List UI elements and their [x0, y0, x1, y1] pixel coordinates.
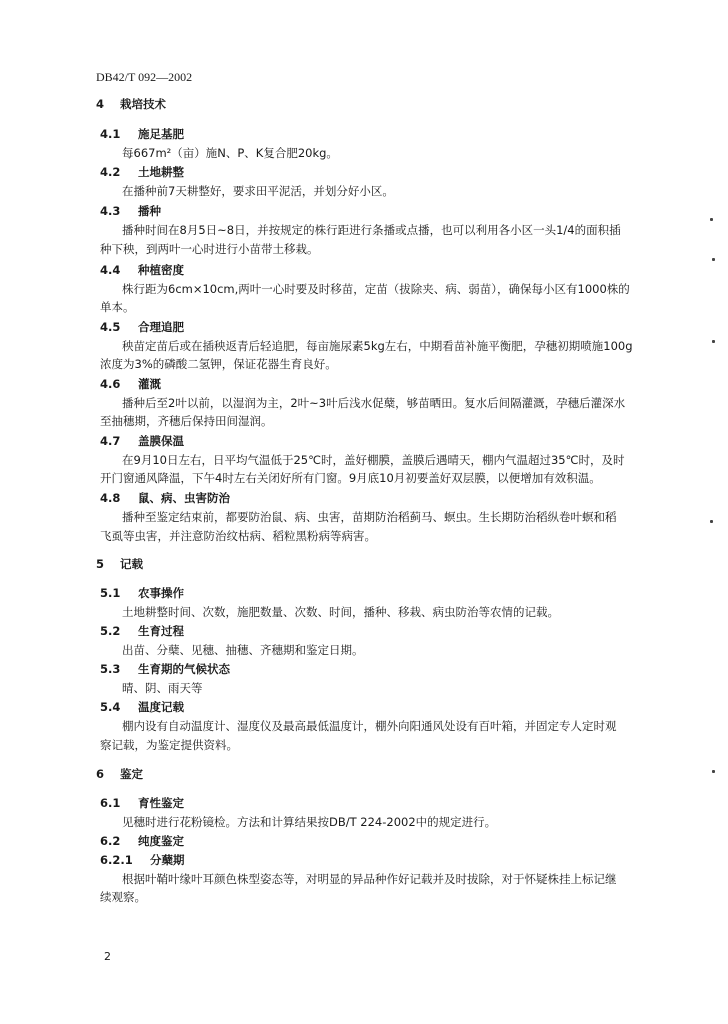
paragraph-4-7-line-2: 开门窗通风降温，下午4时左右关闭好所有门窗。9月底10月初要盖好双层膜，以便增加有效积温。 — [100, 471, 601, 485]
paragraph-6-2-1-line-1: 根据叶鞘叶缘叶耳颜色株型姿态等，对明显的异品种作好记载并及时拔除，对于怀疑株挂上标记继 — [122, 872, 617, 886]
section-title: 记载 — [120, 557, 143, 571]
subsection-number: 5.4 — [100, 700, 121, 714]
subsection-title: 灌溉 — [138, 377, 161, 391]
subsection-number: 4.6 — [100, 377, 121, 391]
subsection-heading-4-8 — [100, 490, 230, 506]
section-title: 鉴定 — [120, 767, 143, 781]
section-title: 栽培技术 — [120, 97, 166, 111]
subsection-heading-6-1 — [100, 795, 184, 811]
section-heading-4 — [96, 96, 166, 112]
paragraph-4-7-line-1: 在9月10日左右，日平均气温低于25℃时，盖好棚膜，盖膜后遇晴天，棚内气温超过35℃时，及时 — [122, 453, 625, 467]
paragraph-5-2: 出苗、分蘖、见穗、抽穗、齐穗期和鉴定日期。 — [122, 643, 364, 657]
paragraph-4-4-line-2: 单本。 — [100, 300, 135, 314]
subsection-heading-4-1 — [100, 126, 184, 142]
paragraph-6-2-1-line-2: 续观察。 — [100, 890, 146, 904]
subsection-title: 生育期的气候状态 — [138, 662, 230, 676]
subsection-heading-4-7 — [100, 433, 184, 449]
subsection-title: 合理追肥 — [138, 320, 184, 334]
scan-speck — [712, 340, 715, 343]
subsection-heading-4-6 — [100, 376, 161, 392]
page-number: 2 — [104, 950, 111, 963]
subsection-heading-5-1 — [100, 585, 184, 601]
section-number: 6 — [96, 767, 105, 781]
paragraph-4-3-line-2: 种下秧，到两叶一心时进行小苗带土移栽。 — [100, 242, 319, 256]
paragraph-4-4-line-1: 株行距为6cm×10cm,两叶一心时要及时移苗，定苗（拔除夹、病、弱苗），确保每小区有1000株的 — [122, 282, 630, 296]
subsection-number: 5.1 — [100, 586, 121, 600]
subsection-heading-4-2 — [100, 164, 184, 180]
subsection-title: 鼠、病、虫害防治 — [138, 491, 230, 505]
subsection-heading-4-3 — [100, 203, 161, 219]
subsection-heading-6-2 — [100, 833, 184, 849]
subsection-title: 施足基肥 — [138, 127, 184, 141]
subsection-number: 4.1 — [100, 127, 121, 141]
subsection-number: 4.2 — [100, 165, 121, 179]
section-heading-5 — [96, 556, 143, 572]
subsection-number: 4.7 — [100, 434, 121, 448]
subsection-title: 纯度鉴定 — [138, 834, 184, 848]
subsection-heading-6-2-1 — [100, 852, 185, 868]
subsection-number: 5.3 — [100, 662, 121, 676]
subsection-number: 5.2 — [100, 624, 121, 638]
paragraph-5-1: 土地耕整时间、次数，施肥数量、次数、时间，播种、移栽、病虫防治等农情的记载。 — [122, 605, 559, 619]
scan-speck — [710, 520, 713, 523]
subsection-number: 6.1 — [100, 796, 121, 810]
subsection-number: 6.2 — [100, 834, 121, 848]
paragraph-4-6-line-1: 播种后至2叶以前，以湿润为主，2叶~3叶后浅水促蘖，够苗晒田。复水后间隔灌溉，孕穗后灌深水 — [122, 396, 626, 410]
paragraph-6-1: 见穗时进行花粉镜检。方法和计算结果按DB/T 224-2002中的规定进行。 — [122, 815, 497, 829]
paragraph-4-3-line-1: 播种时间在8月5日~8日，并按规定的株行距进行条播或点播，也可以利用各小区一头1/4的面积插 — [122, 223, 621, 237]
document-code: DB42/T 092—2002 — [96, 70, 193, 84]
subsection-number: 4.5 — [100, 320, 121, 334]
paragraph-5-4-line-2: 察记载，为鉴定提供资料。 — [100, 738, 238, 752]
subsection-title: 盖膜保温 — [138, 434, 184, 448]
subsection-number: 4.8 — [100, 491, 121, 505]
subsection-title: 播种 — [138, 204, 161, 218]
paragraph-4-5-line-2: 浓度为3%的磷酸二氢钾，保证花器生育良好。 — [100, 357, 337, 371]
scan-speck — [712, 258, 715, 261]
subsection-heading-4-4 — [100, 262, 184, 278]
subsection-heading-5-4 — [100, 699, 184, 715]
scan-speck — [712, 770, 715, 773]
subsection-heading-5-2 — [100, 623, 184, 639]
paragraph-4-5-line-1: 秧苗定苗后或在插秧返青后轻追肥，每亩施尿素5kg左右，中期看苗补施平衡肥，孕穗初期喷施100g — [122, 339, 633, 353]
paragraph-4-8-line-1: 播种至鉴定结束前，都要防治鼠、病、虫害，苗期防治稻蓟马、螟虫。生长期防治稻纵卷叶螟和稻 — [122, 510, 617, 524]
paragraph-5-4-line-1: 棚内设有自动温度计、湿度仪及最高最低温度计，棚外向阳通风处设有百叶箱，并固定专人定时观 — [122, 719, 617, 733]
subsection-title: 生育过程 — [138, 624, 184, 638]
subsection-title: 种植密度 — [138, 263, 184, 277]
subsection-title: 农事操作 — [138, 586, 184, 600]
paragraph-4-8-line-2: 飞虱等虫害，并注意防治纹枯病、稻粒黑粉病等病害。 — [100, 529, 376, 543]
subsection-number: 6.2.1 — [100, 853, 133, 867]
subsection-title: 育性鉴定 — [138, 796, 184, 810]
subsection-title: 土地耕整 — [138, 165, 184, 179]
scan-speck — [710, 218, 713, 221]
paragraph-5-3: 晴、阴、雨天等 — [122, 681, 203, 695]
subsection-title: 温度记载 — [138, 700, 184, 714]
subsection-heading-5-3 — [100, 661, 230, 677]
subsection-number: 4.3 — [100, 204, 121, 218]
section-number: 4 — [96, 97, 105, 111]
subsection-heading-4-5 — [100, 319, 184, 335]
subsection-title: 分蘖期 — [150, 853, 185, 867]
paragraph-4-1: 每667m²（亩）施N、P、K复合肥20kg。 — [122, 146, 338, 160]
paragraph-4-6-line-2: 至抽穗期，齐穗后保持田间湿润。 — [100, 414, 273, 428]
section-number: 5 — [96, 557, 105, 571]
paragraph-4-2: 在播种前7天耕整好，要求田平泥活，并划分好小区。 — [122, 184, 394, 198]
section-heading-6 — [96, 766, 143, 782]
subsection-number: 4.4 — [100, 263, 121, 277]
